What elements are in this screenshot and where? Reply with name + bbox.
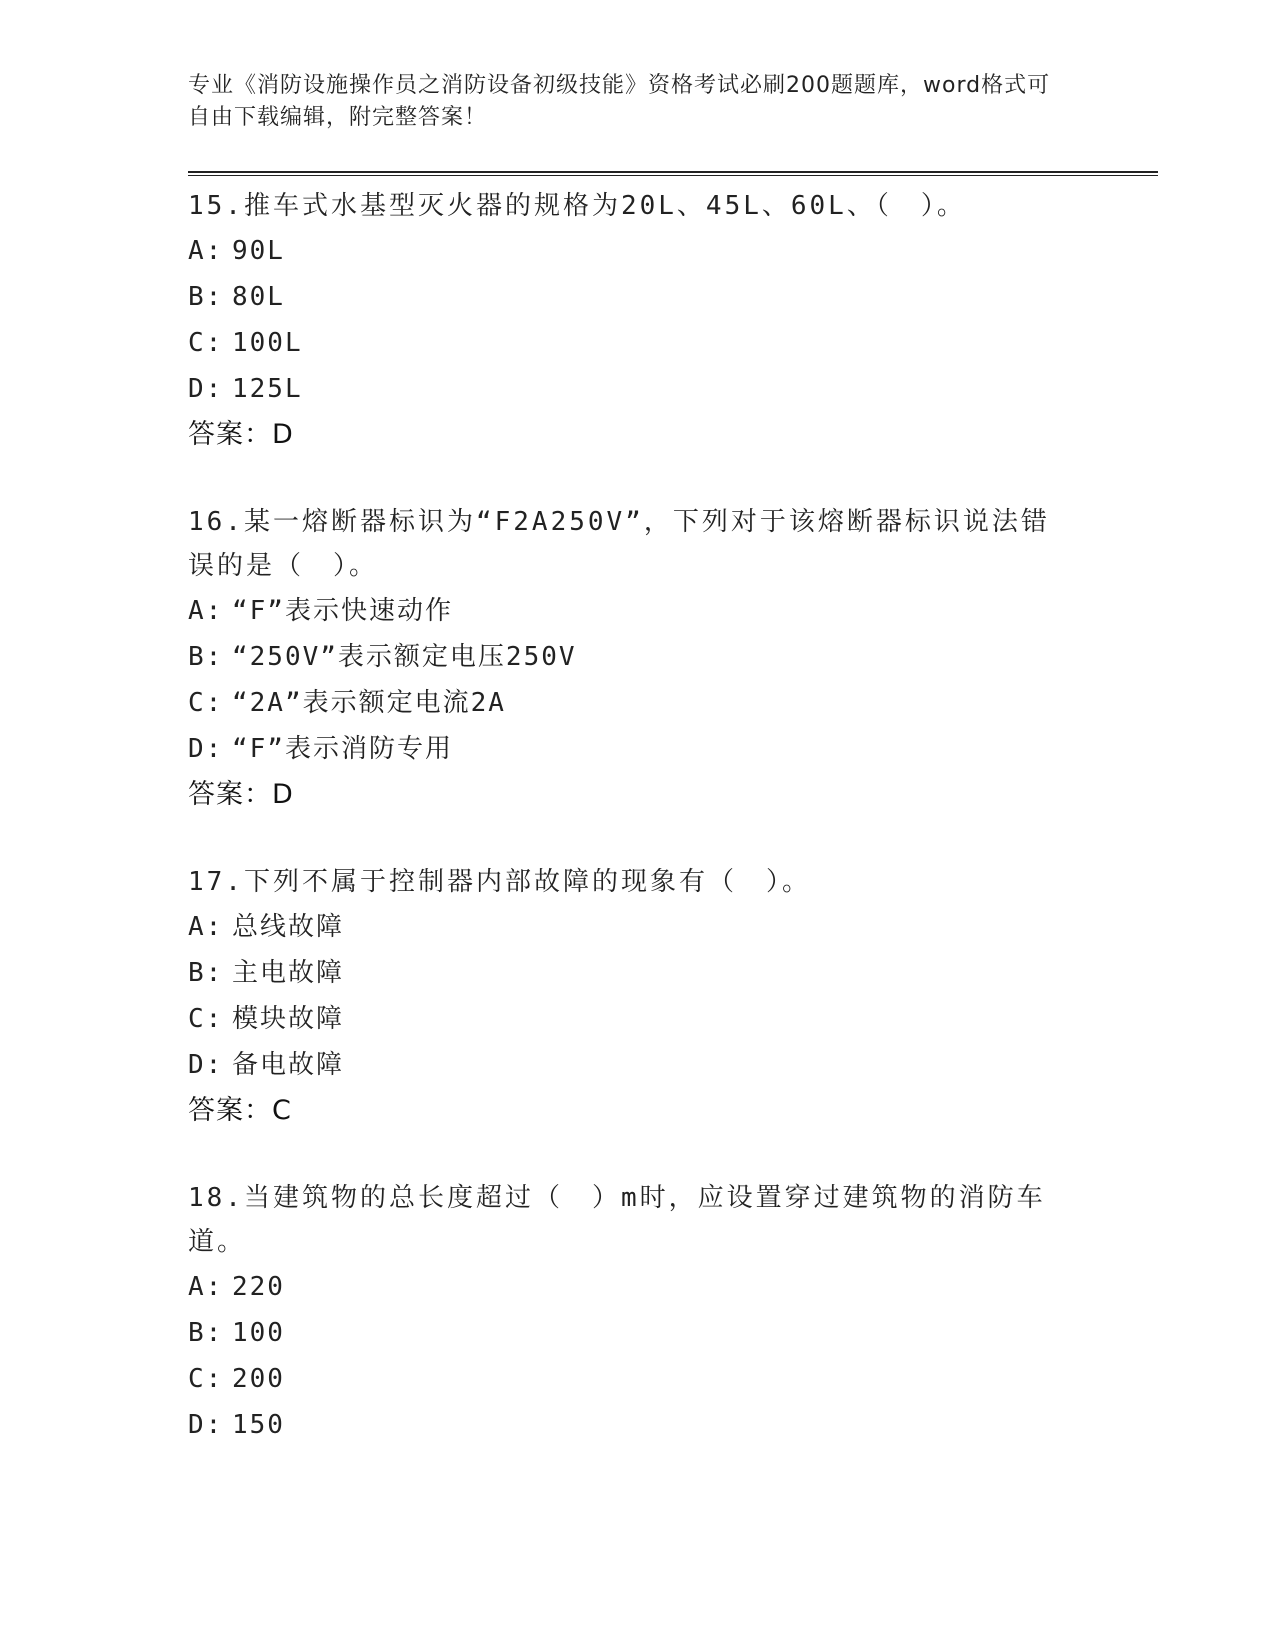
option-letter: C: — [188, 1364, 224, 1394]
option-text: 150 — [232, 1410, 285, 1440]
option-letter: D: — [188, 1410, 224, 1440]
option-text: 200 — [232, 1364, 285, 1394]
option-letter: A: — [188, 912, 224, 942]
option-letter: A: — [188, 1272, 224, 1302]
option-letter: D: — [188, 734, 224, 764]
option-c — [188, 680, 1158, 726]
option-text: 220 — [232, 1272, 285, 1302]
option-d — [188, 726, 1158, 772]
option-letter: B: — [188, 1318, 224, 1348]
answer-line: 答案：D — [188, 419, 294, 450]
question-17 — [188, 860, 1158, 1134]
option-a — [188, 904, 1158, 950]
option-text: “250V”表示额定电压250V — [232, 642, 577, 672]
option-letter: B: — [188, 958, 224, 988]
option-d — [188, 1402, 1158, 1448]
option-text: 主电故障 — [232, 958, 345, 988]
document-header: 专业《消防设施操作员之消防设备初级技能》资格考试必刷200题题库，word格式可自由下载编辑，附完整答案！ — [188, 73, 1051, 130]
question-18 — [188, 1176, 1158, 1448]
option-letter: C: — [188, 688, 224, 718]
option-d — [188, 1042, 1158, 1088]
question-stem: 15.推车式水基型灭火器的规格为20L、45L、60L、（ ）。 — [188, 191, 966, 221]
option-letter: A: — [188, 596, 224, 626]
option-b — [188, 274, 1158, 320]
option-text: “2A”表示额定电流2A — [232, 688, 506, 718]
option-letter: D: — [188, 374, 224, 404]
question-16 — [188, 500, 1158, 818]
option-letter: B: — [188, 282, 224, 312]
document-page — [188, 70, 1158, 1448]
answer-line: 答案：D — [188, 779, 294, 810]
option-text: 备电故障 — [232, 1050, 345, 1080]
header-divider — [188, 171, 1158, 176]
option-text: 90L — [232, 236, 285, 266]
question-15 — [188, 184, 1158, 458]
option-b — [188, 1310, 1158, 1356]
option-letter: A: — [188, 236, 224, 266]
option-a — [188, 588, 1158, 634]
option-text: 125L — [232, 374, 303, 404]
question-stem: 16.某一熔断器标识为“F2A250V”，下列对于该熔断器标识说法错误的是（ ）。 — [188, 507, 1050, 581]
option-letter: C: — [188, 1004, 224, 1034]
option-text: 100 — [232, 1318, 285, 1348]
option-letter: B: — [188, 642, 224, 672]
question-stem: 18.当建筑物的总长度超过（ ）m时，应设置穿过建筑物的消防车道。 — [188, 1183, 1046, 1257]
option-text: “F”表示快速动作 — [232, 596, 453, 626]
option-b — [188, 950, 1158, 996]
option-c — [188, 320, 1158, 366]
question-stem: 17.下列不属于控制器内部故障的现象有（ ）。 — [188, 867, 811, 897]
option-text: 模块故障 — [232, 1004, 345, 1034]
option-text: 80L — [232, 282, 285, 312]
option-b — [188, 634, 1158, 680]
option-c — [188, 996, 1158, 1042]
option-letter: D: — [188, 1050, 224, 1080]
option-letter: C: — [188, 328, 224, 358]
option-d — [188, 366, 1158, 412]
option-text: “F”表示消防专用 — [232, 734, 453, 764]
option-text: 100L — [232, 328, 303, 358]
answer-line: 答案：C — [188, 1095, 292, 1126]
option-a — [188, 1264, 1158, 1310]
option-text: 总线故障 — [232, 912, 345, 942]
option-a — [188, 228, 1158, 274]
option-c — [188, 1356, 1158, 1402]
